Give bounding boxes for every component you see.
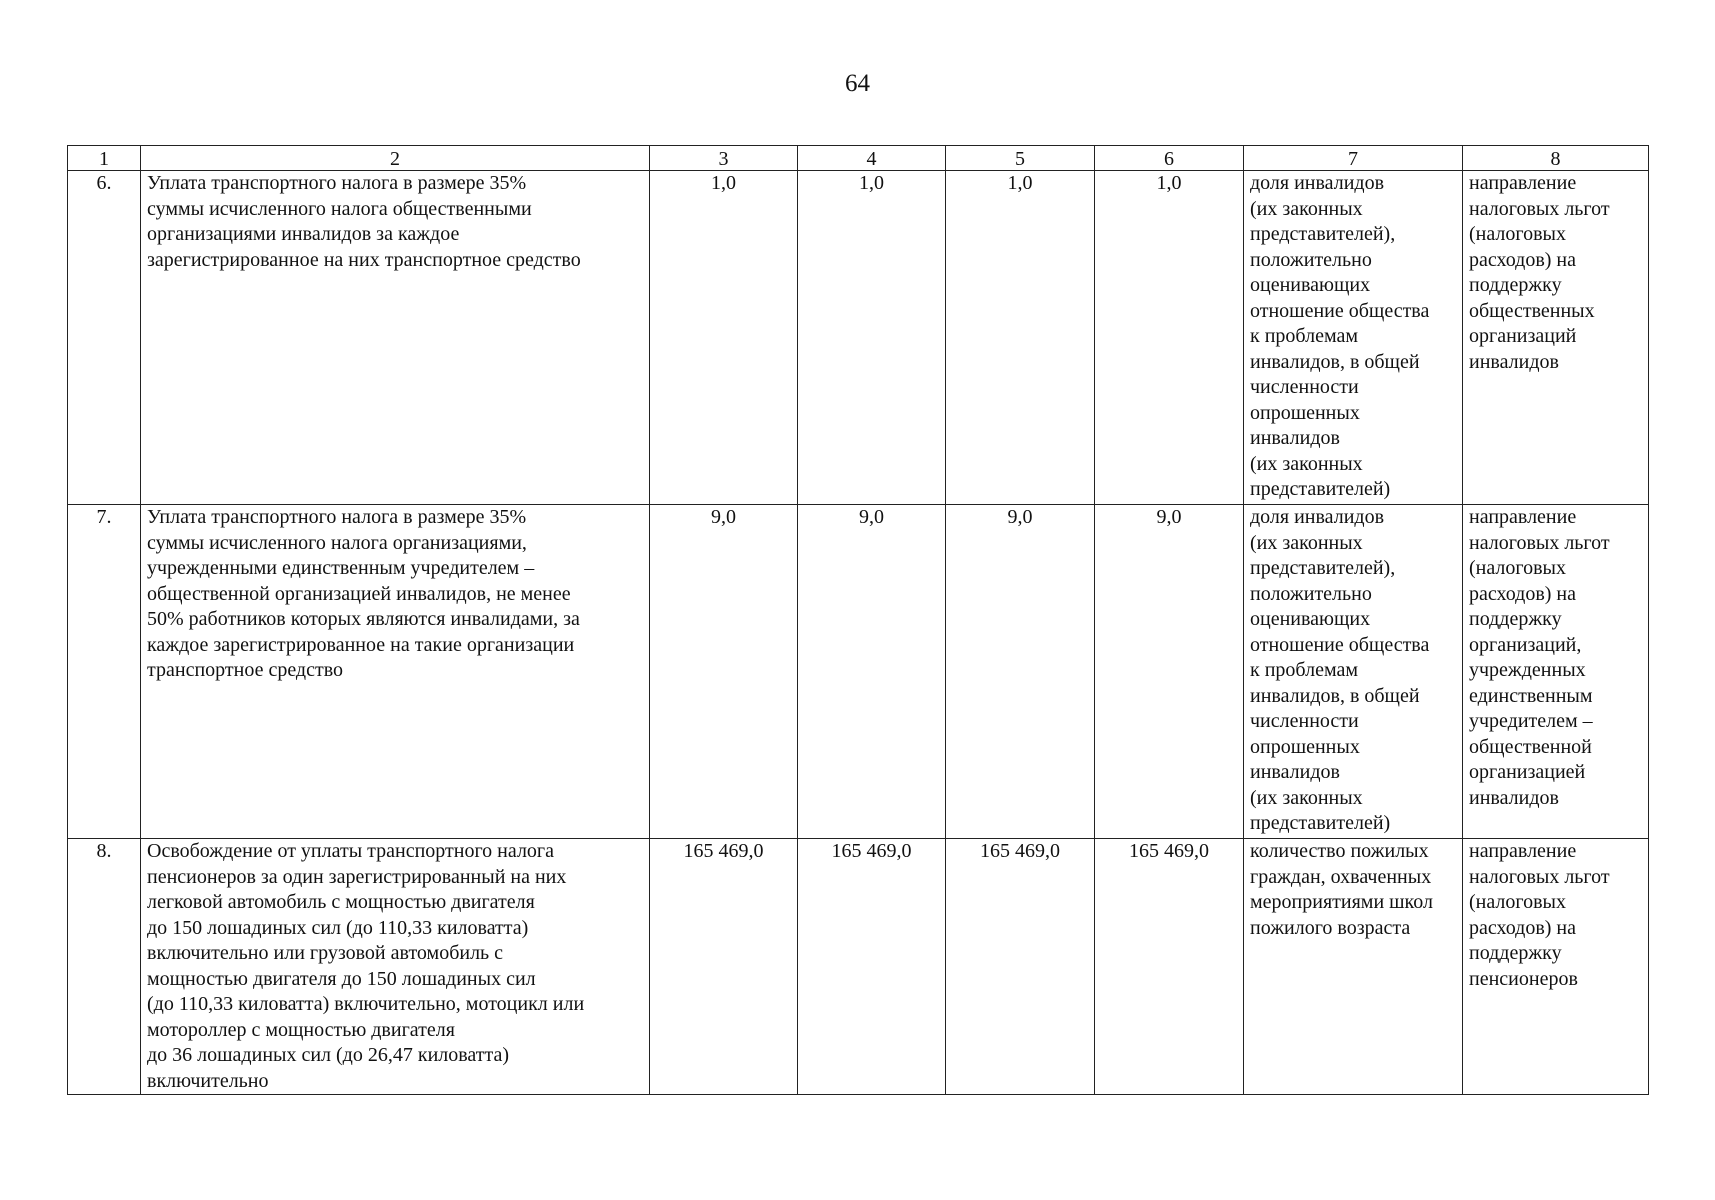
table-row bbox=[68, 171, 1649, 505]
row-number: 7. bbox=[68, 505, 141, 839]
text-line: легковой автомобиль с мощностью двигателя bbox=[147, 891, 535, 913]
text-line: общественных bbox=[1469, 299, 1595, 322]
text-line: пенсионеров за один зарегистрированный на них bbox=[147, 865, 567, 888]
text-line: отношение общества bbox=[1250, 633, 1430, 656]
column-header: 1 bbox=[68, 146, 141, 171]
text-line: поддержку bbox=[1469, 942, 1562, 964]
text-line: поддержку bbox=[1469, 274, 1562, 296]
benefit-description bbox=[141, 839, 650, 1095]
text-line: инвалидов, в общей bbox=[1250, 684, 1420, 707]
text-line: инвалидов bbox=[1250, 427, 1340, 449]
text-line: расходов) на bbox=[1469, 916, 1577, 939]
text-line: организаций, bbox=[1469, 633, 1582, 656]
text-line: представителей) bbox=[1250, 478, 1391, 500]
direction-text bbox=[1463, 839, 1649, 1095]
text-line: до 36 лошадиных сил (до 26,47 киловатта) bbox=[147, 1044, 510, 1066]
text-line: 50% работников которых являются инвалидами, за bbox=[147, 608, 580, 630]
text-line: мероприятиями школ bbox=[1250, 891, 1433, 913]
column-header: 5 bbox=[946, 146, 1095, 171]
value-col-6: 1,0 bbox=[1095, 171, 1244, 505]
text-line: опрошенных bbox=[1250, 735, 1360, 758]
text-line: опрошенных bbox=[1250, 401, 1360, 424]
text-line: пенсионеров bbox=[1469, 967, 1578, 990]
benefit-description bbox=[141, 505, 650, 839]
value-col-4: 1,0 bbox=[798, 171, 946, 505]
text-line: включительно bbox=[147, 1069, 269, 1092]
text-line: суммы исчисленного налога организациями, bbox=[147, 531, 527, 554]
text-line: учрежденных bbox=[1469, 659, 1586, 681]
column-header: 4 bbox=[798, 146, 946, 171]
value-col-5: 165 469,0 bbox=[946, 839, 1095, 1095]
text-line: единственным bbox=[1469, 684, 1593, 707]
text-line: (их законных bbox=[1250, 452, 1363, 475]
column-header: 8 bbox=[1463, 146, 1649, 171]
text-line: (их законных bbox=[1250, 197, 1363, 220]
text-line: (налоговых bbox=[1469, 891, 1566, 913]
text-line: учрежденными единственным учредителем – bbox=[147, 557, 535, 579]
text-line: инвалидов bbox=[1469, 350, 1559, 373]
text-line: инвалидов, в общей bbox=[1250, 350, 1420, 373]
table-header-row bbox=[68, 146, 1649, 171]
text-line: представителей) bbox=[1250, 812, 1391, 834]
text-line: транспортное средство bbox=[147, 659, 344, 681]
text-line: положительно bbox=[1250, 582, 1372, 605]
text-line: численности bbox=[1250, 710, 1359, 732]
text-line: инвалидов bbox=[1250, 761, 1340, 783]
data-table bbox=[67, 145, 1649, 1095]
value-col-4: 165 469,0 bbox=[798, 839, 946, 1095]
text-line: доля инвалидов bbox=[1250, 172, 1385, 194]
value-col-6: 165 469,0 bbox=[1095, 839, 1244, 1095]
text-line: направление bbox=[1469, 506, 1577, 528]
text-line: оценивающих bbox=[1250, 608, 1371, 630]
text-line: налоговых льгот bbox=[1469, 531, 1610, 554]
text-line: (налоговых bbox=[1469, 557, 1566, 579]
column-header: 7 bbox=[1244, 146, 1463, 171]
text-line: представителей), bbox=[1250, 223, 1396, 245]
text-line: к проблемам bbox=[1250, 325, 1359, 347]
text-line: Уплата транспортного налога в размере 35% bbox=[147, 172, 527, 194]
text-line: налоговых льгот bbox=[1469, 865, 1610, 888]
row-number: 6. bbox=[68, 171, 141, 505]
text-line: численности bbox=[1250, 376, 1359, 398]
page-number: 64 bbox=[845, 70, 870, 97]
text-line: зарегистрированное на них транспортное средство bbox=[147, 248, 581, 271]
text-line: (до 110,33 киловатта) включительно, мотоцикл или bbox=[147, 993, 585, 1015]
column-header: 3 bbox=[650, 146, 798, 171]
benefit-description bbox=[141, 171, 650, 505]
text-line: суммы исчисленного налога общественными bbox=[147, 197, 532, 220]
text-line: инвалидов bbox=[1469, 786, 1559, 809]
text-line: общественной bbox=[1469, 735, 1592, 758]
text-line: включительно или грузовой автомобиль с bbox=[147, 942, 504, 964]
text-line: расходов) на bbox=[1469, 248, 1577, 271]
value-col-4: 9,0 bbox=[798, 505, 946, 839]
value-col-6: 9,0 bbox=[1095, 505, 1244, 839]
text-line: граждан, охваченных bbox=[1250, 865, 1432, 888]
text-line: оценивающих bbox=[1250, 274, 1371, 296]
text-line: к проблемам bbox=[1250, 659, 1359, 681]
text-line: общественной организацией инвалидов, не менее bbox=[147, 582, 571, 605]
text-line: до 150 лошадиных сил (до 110,33 киловатта) bbox=[147, 916, 529, 939]
table-row bbox=[68, 505, 1649, 839]
text-line: организаций bbox=[1469, 325, 1577, 347]
table-row bbox=[68, 839, 1649, 1095]
text-line: мотороллер с мощностью двигателя bbox=[147, 1018, 455, 1041]
text-line: представителей), bbox=[1250, 557, 1396, 579]
row-number: 8. bbox=[68, 839, 141, 1095]
text-line: отношение общества bbox=[1250, 299, 1430, 322]
value-col-3: 1,0 bbox=[650, 171, 798, 505]
direction-text bbox=[1463, 171, 1649, 505]
text-line: направление bbox=[1469, 840, 1577, 862]
text-line: налоговых льгот bbox=[1469, 197, 1610, 220]
value-col-5: 9,0 bbox=[946, 505, 1095, 839]
indicator-text bbox=[1244, 171, 1463, 505]
text-line: количество пожилых bbox=[1250, 840, 1429, 862]
direction-text bbox=[1463, 505, 1649, 839]
column-header: 2 bbox=[141, 146, 650, 171]
value-col-3: 165 469,0 bbox=[650, 839, 798, 1095]
text-line: (их законных bbox=[1250, 531, 1363, 554]
text-line: каждое зарегистрированное на такие организации bbox=[147, 633, 575, 656]
column-header: 6 bbox=[1095, 146, 1244, 171]
text-line: направление bbox=[1469, 172, 1577, 194]
text-line: (налоговых bbox=[1469, 223, 1566, 245]
value-col-5: 1,0 bbox=[946, 171, 1095, 505]
text-line: положительно bbox=[1250, 248, 1372, 271]
indicator-text bbox=[1244, 839, 1463, 1095]
text-line: пожилого возраста bbox=[1250, 916, 1411, 939]
text-line: организацией bbox=[1469, 761, 1586, 783]
indicator-text bbox=[1244, 505, 1463, 839]
text-line: мощностью двигателя до 150 лошадиных сил bbox=[147, 967, 536, 990]
text-line: Уплата транспортного налога в размере 35% bbox=[147, 506, 527, 528]
text-line: поддержку bbox=[1469, 608, 1562, 630]
text-line: доля инвалидов bbox=[1250, 506, 1385, 528]
value-col-3: 9,0 bbox=[650, 505, 798, 839]
text-line: организациями инвалидов за каждое bbox=[147, 223, 460, 245]
text-line: учредителем – bbox=[1469, 710, 1593, 732]
text-line: расходов) на bbox=[1469, 582, 1577, 605]
text-line: (их законных bbox=[1250, 786, 1363, 809]
text-line: Освобождение от уплаты транспортного налога bbox=[147, 840, 555, 862]
